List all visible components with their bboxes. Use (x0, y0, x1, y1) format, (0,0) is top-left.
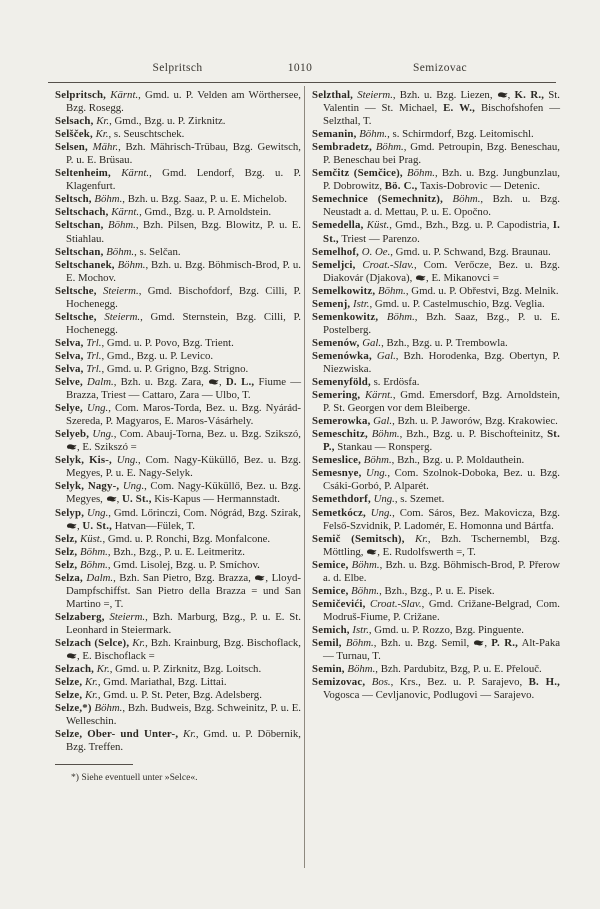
entry-headword: Seltsche, (55, 310, 97, 323)
gazetteer-entry (312, 598, 560, 624)
gazetteer-entry (312, 167, 560, 193)
entry-text: Bischofshofen — Selzthal, T. (323, 102, 561, 128)
entry-text: St. Valentin — St. Michael, (323, 89, 560, 115)
entry-region: Trl. (83, 362, 102, 375)
entry-region: Böhm. (348, 584, 380, 597)
entry-region: Böhm. (372, 141, 404, 154)
entry-text: , (484, 636, 492, 649)
entry-headword: Selye, (55, 402, 83, 415)
entry-region: Steierm. (96, 310, 141, 323)
entry-headword: Semerowka, (312, 415, 371, 428)
entry-headword: U. St., (122, 493, 152, 506)
gazetteer-entry (312, 624, 560, 637)
entry-text: , Gmd. u. P. Castelmuschio, Bzg. Veglia. (369, 297, 545, 310)
gazetteer-entry (312, 637, 560, 663)
entry-text: , Gmd. Bischofdorf, Bzg. Cilli, P. Hochenegg. (66, 284, 301, 310)
entry-text: , Bzh. u. Bzg. Böhmisch-Brod, P. u. E. Mochov. (66, 258, 301, 284)
entry-text: , Gmd. u. P. Ronchi, Bzg. Monfalcone. (102, 532, 271, 545)
entry-text: , Bzh. Saaz, Bzg., P. u. E. Postelberg. (323, 310, 560, 336)
left-column (55, 89, 301, 784)
entry-text: , Gmd. u. P. St. Peter, Bzg. Adelsberg. (97, 689, 262, 702)
entry-headword: Selyp, (55, 506, 85, 519)
gazetteer-entry (55, 637, 301, 663)
entry-region: Ung. (365, 506, 393, 519)
gazetteer-entry (55, 337, 301, 350)
entry-headword: Selze, Ober- und Unter-, (55, 728, 179, 741)
gazetteer-entry (55, 689, 301, 702)
post-horn-icon (66, 520, 77, 532)
entry-region: Böhm. (356, 128, 388, 141)
entry-headword: Semenówka, (312, 349, 372, 362)
post-horn-icon (473, 637, 484, 649)
entry-headword: P. R., (491, 636, 519, 649)
entry-region: Ung. (370, 493, 395, 506)
entry-region: Bos. (365, 676, 391, 689)
gazetteer-entry (55, 572, 301, 611)
right-column (312, 89, 560, 702)
entry-text: , E. Mikanovci = (426, 271, 500, 284)
entry-headword: Bö. C., (384, 180, 418, 193)
post-horn-icon (66, 650, 77, 662)
entry-text: , Gmd., Bzg. u. P. Arnoldstein. (139, 206, 272, 219)
entry-headword: Selsen, (55, 141, 88, 154)
entry-region: Kr. (92, 128, 109, 141)
entry-region: Dalm. (82, 571, 114, 584)
entry-headword: Semenkowitz, (312, 310, 379, 323)
entry-headword: Selsach, (55, 115, 94, 128)
entry-region: Ung. (82, 402, 109, 415)
entry-region: Ung. (111, 454, 139, 467)
gazetteer-entry (55, 507, 301, 533)
gazetteer-entry (312, 285, 560, 298)
gazetteer-entry (55, 128, 301, 141)
entry-text: , Bzh. u. Bzg. Jungbunzlau, P. Dobrowitz, (323, 167, 560, 193)
entry-region: Böhm. (91, 702, 123, 715)
entry-headword: Semice, (312, 584, 349, 597)
entry-text: , (77, 519, 83, 532)
entry-text: s. Erdösfa. (370, 376, 420, 389)
entry-region: Böhm. (367, 428, 400, 441)
entry-text: , Com. Nagy-Küküllő, Bez. u. Bzg. Megyes, (66, 480, 301, 506)
gazetteer-entry (55, 676, 301, 689)
entry-region: Böhm. (341, 636, 374, 649)
entry-text: , Krs., Bez. u. P. Sarajevo, (390, 676, 529, 689)
entry-headword: Semčitz (Semčice), (312, 167, 403, 180)
gazetteer-entry (312, 311, 560, 337)
entry-headword: Selpritsch, (55, 89, 107, 101)
gazetteer-entry (312, 89, 560, 128)
entry-headword: Selve, (55, 376, 83, 389)
entry-headword: Selz, (55, 532, 78, 545)
gazetteer-entry (55, 728, 301, 754)
entry-region: Böhm. (344, 663, 376, 676)
entry-text: , Gmd. u. P. Obřestvi, Bzg. Melnik. (405, 284, 559, 297)
entry-text: , Gmd. Petroupin, Bzg. Beneschau, P. Beneschau bei Prag. (323, 141, 560, 167)
gazetteer-entry (55, 611, 301, 637)
entry-text: , Bzh. u. Bzg. Semil, (373, 636, 474, 649)
entry-text: , Bzh. u. P. Jaworów, Bzg. Krakowiec. (392, 415, 558, 428)
entry-headword: Semičevići, (312, 597, 366, 610)
gazetteer-entry (55, 480, 301, 506)
entry-headword: Selšček, (55, 128, 93, 141)
entry-headword: Semin, (312, 663, 345, 676)
gazetteer-entry (312, 507, 560, 533)
gazetteer-entry (55, 402, 301, 428)
entry-region: Böhm. (361, 454, 392, 467)
gazetteer-entry (55, 376, 301, 402)
entry-text: , Com. Nagy-Küküllő, Bez. u. Bzg. Megyes, P. u. E. Nagy-Selyk. (66, 454, 301, 480)
gazetteer-entry (55, 428, 301, 454)
entry-region: Ung. (89, 428, 114, 441)
entry-region: Kr. (82, 676, 98, 689)
gazetteer-entry (55, 89, 301, 115)
entry-text: Vogosca — Cevljanovic, Podlugovi — Sarajevo. (323, 689, 535, 702)
entry-headword: Semizovac, (312, 676, 366, 689)
entry-region: Böhm. (103, 245, 135, 258)
entry-region: Kr. (93, 115, 110, 128)
gazetteer-entry (55, 454, 301, 480)
entry-text: Stankau — Ronsperg. (334, 441, 433, 454)
entry-region: Kr. (94, 663, 110, 676)
entry-text: , Bzh., Bzg. u. P. Trembowla. (381, 336, 508, 349)
entry-region: Böhm. (77, 558, 108, 571)
entry-headword: St. P., (323, 428, 560, 454)
entry-headword: Selze,*) (55, 702, 92, 715)
entry-text: , Com. Verőcze, Bez. u. Bzg. Diakovár (Djakova), (323, 258, 560, 284)
entry-region: Böhm. (103, 219, 136, 232)
entry-headword: Semenj, (312, 297, 351, 310)
entry-text: , Gmd. Lisolej, Bzg. u. P. Smíchov. (107, 558, 260, 571)
post-horn-icon (415, 272, 426, 284)
entry-text: , Bzh. Tschernembl, Bzg. Möttling, (323, 532, 560, 558)
entry-text: , Gmd. Crižane-Belgrad, Com. Modruš-Fiume, P. Crižane. (323, 597, 560, 623)
entry-text: , Bzh., Bzg. u. P. Moldauthein. (391, 454, 525, 467)
gazetteer-entry (55, 141, 301, 167)
entry-headword: Selva, (55, 362, 84, 375)
gazetteer-entry (55, 206, 301, 219)
entry-headword: Selza, (55, 571, 83, 584)
entry-headword: I. St., (323, 219, 560, 245)
entry-headword: Selz, (55, 545, 78, 558)
gazetteer-entry (312, 663, 560, 676)
entry-region: Croat.-Slav. (355, 258, 414, 271)
entry-headword: Selzach, (55, 663, 95, 676)
post-horn-icon (254, 572, 265, 584)
gazetteer-entry (55, 311, 301, 337)
entry-headword: Semeljci, (312, 258, 356, 271)
entry-text: , Gmd. u. P. Velden am Wörthersee, Bzg. Rosegg. (66, 89, 301, 115)
entry-text: , Bzh., Bzg., P. u. E. Pisek. (379, 584, 495, 597)
post-horn-icon (66, 441, 77, 453)
entry-region: Böhm. (91, 193, 123, 206)
entry-region: Kärnt. (110, 167, 150, 180)
entry-region: Kr. (178, 728, 196, 741)
gazetteer-entry (312, 559, 560, 585)
entry-headword: Seltschanek, (55, 258, 115, 271)
entry-text: , Gmd. u. P. Grigno, Bzg. Strigno. (101, 362, 249, 375)
entry-headword: Selze, (55, 689, 83, 702)
entry-headword: Selyk, Kis-, (55, 454, 112, 467)
entry-headword: Semering, (312, 389, 361, 402)
entry-text: , Gmd., Bzg. u. P. Zirknitz. (109, 115, 226, 128)
entry-text: , Com. Abauj-Torna, Bez. u. Bzg. Szikszó, (113, 428, 301, 441)
gazetteer-entry (312, 533, 560, 559)
gazetteer-entry (312, 259, 560, 285)
entry-headword: Semelkowitz, (312, 284, 376, 297)
entry-text: , Gmd., Bzg. u. P. Levico. (101, 349, 214, 362)
entry-text: Hatvan—Fülek, T. (112, 519, 195, 532)
entry-headword: Semechnice (Semechnitz), (312, 193, 443, 206)
entry-region: Böhm. (114, 258, 146, 271)
gazetteer-entry (55, 350, 301, 363)
entry-text: , Bzh., Bzg., P. u. E. Leitmeritz. (107, 545, 245, 558)
entry-headword: Selzthal, (312, 89, 354, 101)
entry-text: , Bzh., Bzg. u. P. Bischofteinitz, (399, 428, 548, 441)
gazetteer-entry (55, 219, 301, 245)
entry-text: , s. Schirmdorf, Bzg. Leitomischl. (387, 128, 534, 141)
entry-region: Kr. (82, 689, 98, 702)
entry-region: Trl. (83, 336, 102, 349)
gazetteer-entry (312, 219, 560, 245)
gazetteer-entry (312, 467, 560, 493)
entry-headword: Semich, (312, 623, 350, 636)
entry-region: O. Oe. (359, 245, 391, 258)
entry-headword: Semeschitz, (312, 428, 368, 441)
entry-headword: Semenyföld, (312, 376, 371, 389)
entry-headword: Selva, (55, 349, 84, 362)
entry-headword: U. St., (82, 519, 113, 532)
entry-region: Böhm. (378, 310, 415, 323)
entry-text: , Gmd., Bzh., Bzg. u. P. Capodistria, (389, 219, 553, 232)
entry-region: Istr. (350, 297, 370, 310)
entry-text: , Gmd. u. P. Schwand, Bzg. Braunau. (390, 245, 551, 258)
entry-text: , Bzh. u. Bzg. Liezen, (392, 89, 497, 101)
entry-headword: Semil, (312, 636, 342, 649)
entry-region: Böhm. (442, 193, 481, 206)
entry-text: , Gmd. u. P. Zirknitz, Bzg. Loitsch. (109, 663, 262, 676)
gazetteer-entry (55, 559, 301, 572)
entry-headword: Selz, (55, 558, 78, 571)
gazetteer-entry (312, 298, 560, 311)
entry-headword: Seltschan, (55, 245, 104, 258)
entry-headword: Selyeb, (55, 428, 90, 441)
entry-text: Alt-Paka — Turnau, T. (323, 636, 561, 663)
entry-text: Fiume — Brazza, Triest — Cattaro, Zara — Ulbo, T. (66, 376, 301, 402)
entry-headword: Seltenheim, (55, 167, 111, 180)
gazetteer-entry (55, 167, 301, 193)
entry-text: , E. Rudolfswerth =, T. (377, 545, 476, 558)
entry-headword: Seltschach, (55, 206, 109, 219)
entry-headword: Selva, (55, 336, 84, 349)
entry-text: , Com. Sáros, Bez. Makovicza, Bzg. Felső-Szvidnik, P. Ladomér, E. Homonna und Bártfa. (323, 506, 560, 532)
entry-text: , (218, 376, 226, 389)
entry-headword: Semethdorf, (312, 493, 371, 506)
entry-text: , Gmd. u. P. Rozzo, Bzg. Pinguente. (368, 623, 524, 636)
post-horn-icon (106, 493, 117, 505)
gazetteer-entry (312, 141, 560, 167)
entry-region: Ung. (361, 467, 388, 480)
entry-region: Böhm. (77, 545, 108, 558)
entry-region: Kärnt. (360, 389, 393, 402)
entry-region: Ung. (119, 480, 145, 493)
entry-text: , Gmd. Sternstein, Bzg. Cilli, P. Hochenegg. (66, 310, 301, 336)
entry-text: , Gmd. Lőrinczi, Com. Nógrád, Bzg. Szirak, (108, 506, 302, 519)
entry-region: Küst. (363, 219, 390, 232)
gazetteer-entry (312, 389, 560, 415)
entry-text: , Bzh. Budweis, Bzg. Schweinitz, P. u. E. Welleschin. (66, 702, 301, 728)
entry-text: , Lloyd-Dampfschiffst. San Pietro della Brazza = und San Martino =, T. (66, 571, 301, 610)
gazetteer-entry (312, 493, 560, 506)
entry-headword: Semedella, (312, 219, 364, 232)
entry-text: , Bzh. Marburg, Bzg., P. u. E. St. Leonhard in Steiermark. (66, 610, 301, 636)
gazetteer-entry (55, 663, 301, 676)
entry-text: , Bzh. San Pietro, Bzg. Brazza, (113, 571, 255, 584)
gazetteer-entry (312, 415, 560, 428)
entry-text: , s. Szemet. (394, 493, 445, 506)
entry-headword: Semice, (312, 558, 349, 571)
entry-region: Gal. (359, 336, 382, 349)
entry-region: Kr. (404, 532, 428, 545)
header-rule (48, 82, 556, 83)
gazetteer-entry (312, 376, 560, 389)
gazetteer-entry (55, 546, 301, 559)
entry-headword: Seltsch, (55, 193, 92, 206)
gazetteer-entry (55, 702, 301, 728)
entry-text: , Gmd. Emersdorf, Bzg. Arnoldstein, P. St. Georgen vor dem Bleiberge. (323, 389, 560, 415)
entry-region: Böhm. (375, 284, 406, 297)
post-horn-icon (208, 376, 219, 388)
gazetteer-entry (55, 285, 301, 311)
entry-headword: E. W., (443, 102, 476, 115)
entry-text: , Com. Maros-Torda, Bez. u. Bzg. Nyárád-Szereda, P. Magyaros, E. Maros-Vásárhely. (66, 402, 301, 428)
entry-text: , E. Szikszó = (77, 441, 137, 454)
entry-text: , E. Bischoflack = (77, 650, 155, 663)
entry-region: Kärnt. (108, 206, 140, 219)
entry-region: Steierm. (96, 284, 139, 297)
entry-headword: B. H., (528, 676, 560, 689)
post-horn-icon (497, 89, 508, 101)
footnote (55, 764, 301, 784)
gazetteer-entry (312, 585, 560, 598)
gazetteer-entry (312, 193, 560, 219)
entry-region: Steierm. (353, 89, 393, 101)
entry-headword: Seltsche, (55, 284, 97, 297)
running-head-right-keyword: Semizovac (412, 62, 468, 74)
entry-headword: Semeslice, (312, 454, 362, 467)
entry-region: Kärnt. (106, 89, 139, 101)
entry-headword: D. L., (225, 376, 255, 389)
entry-region: Ung. (84, 506, 109, 519)
entry-region: Trl. (83, 349, 102, 362)
entry-text: Triest — Parenzo. (338, 232, 420, 245)
column-divider-rule (304, 86, 305, 868)
entry-headword: K. R., (514, 89, 545, 101)
entry-text: , (116, 493, 122, 506)
entry-text: Kis-Kapus — Hermannstadt. (151, 493, 280, 506)
entry-text: , Gmd. Lendorf, Bzg. u. P. Klagenfurt. (66, 167, 301, 193)
entry-text: , Com. Szolnok-Doboka, Bez. u. Bzg. Csáki-Gorbó, P. Alparét. (323, 467, 560, 493)
entry-text: , s. Seuschtschek. (108, 128, 185, 141)
entry-headword: Seltschan, (55, 219, 104, 232)
entry-headword: Selyk, Nagy-, (55, 480, 120, 493)
entry-region: Gal. (370, 415, 393, 428)
entry-headword: Semelhof, (312, 245, 360, 258)
entry-headword: Semenów, (312, 336, 360, 349)
gazetteer-entry (312, 428, 560, 454)
entry-region: Croat.-Slav. (365, 597, 422, 610)
post-horn-icon (366, 546, 377, 558)
entry-text: , s. Selčan. (134, 245, 181, 258)
entry-text: , Gmd. u. P. Döbernik, Bzg. Treffen. (66, 728, 302, 754)
footnote-rule (55, 764, 133, 765)
entry-headword: Semesnye, (312, 467, 362, 480)
entry-headword: Sembradetz, (312, 141, 373, 154)
gazetteer-entry (55, 193, 301, 206)
gazetteer-entry (55, 533, 301, 546)
entry-text: , Gmd. u. P. Povo, Bzg. Trient. (101, 336, 234, 349)
entry-text: , Bzh. u. Bzg. Saaz, P. u. E. Michelob. (122, 193, 287, 206)
gazetteer-entry (55, 246, 301, 259)
gazetteer-entry (312, 454, 560, 467)
gazetteer-entry (55, 115, 301, 128)
entry-text: , Bzh. u. Bzg. Zara, (113, 376, 208, 389)
entry-headword: Semič (Semitsch), (312, 532, 405, 545)
entry-text: , Bzh. u. Bzg. Böhmisch-Brod, P. Přerow a. d. Elbe. (323, 558, 560, 584)
entry-text: , Bzh. Horodenka, Bzg. Obertyn, P. Niezwiska. (323, 349, 560, 375)
entry-text: , Bzh. Pardubitz, Bzg, P. u. E. Přelouč. (375, 663, 542, 676)
entry-headword: Selzaberg, (55, 610, 105, 623)
gazetteer-entry (55, 259, 301, 285)
entry-region: Küst. (77, 532, 103, 545)
running-head-left-keyword: Selpritsch (152, 62, 203, 74)
gazetteer-entry (55, 363, 301, 376)
entry-region: Istr. (349, 623, 369, 636)
entry-region: Dalm. (82, 376, 114, 389)
entry-headword: Semanin, (312, 128, 357, 141)
entry-headword: Selzach (Selce), (55, 636, 130, 649)
entry-headword: Selze, (55, 676, 83, 689)
gazetteer-entry (312, 350, 560, 376)
page-number: 1010 (287, 62, 313, 74)
entry-region: Gal. (371, 349, 396, 362)
entry-text: , Bzh. Mährisch-Trübau, Bzg. Gewitsch, P. u. E. Brüsau. (66, 141, 301, 167)
gazetteer-entry (312, 128, 560, 141)
entry-text: , Bzh. Krainburg, Bzg. Bischoflack, (145, 636, 301, 649)
entry-region: Böhm. (348, 558, 380, 571)
entry-text: , (507, 89, 515, 101)
entry-text: , Gmd. Mariathal, Bzg. Littai. (97, 676, 227, 689)
entry-region: Böhm. (402, 167, 435, 180)
entry-region: Steierm. (104, 610, 146, 623)
running-head (0, 62, 600, 78)
entry-region: Kr. (129, 636, 146, 649)
entry-headword: Semetkócz, (312, 506, 366, 519)
entry-text: Taxis-Dobrovic — Detenic. (417, 180, 540, 193)
footnote-text: *) Siehe eventuell unter »Selce«. (71, 772, 198, 784)
entry-text: , Bzh. Pilsen, Bzg. Blowitz, P. u. E. Stiahlau. (66, 219, 301, 245)
entry-text: , Bzh. u. Bzg. Neustadt a. d. Mettau, P. u. E. Opočno. (323, 193, 560, 219)
entry-region: Mähr. (87, 141, 119, 154)
gazetteer-entry (312, 676, 560, 702)
gazetteer-entry (312, 246, 560, 259)
gazetteer-entry (312, 337, 560, 350)
